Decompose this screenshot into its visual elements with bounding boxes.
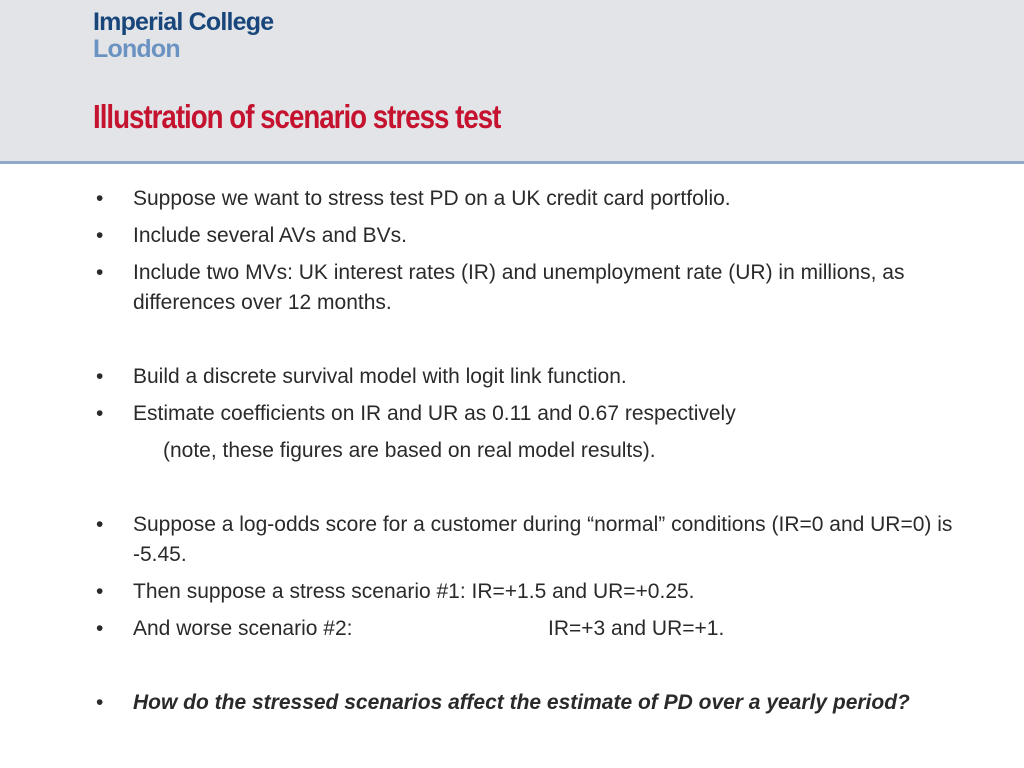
- scenario-2-label: And worse scenario #2:: [133, 617, 353, 640]
- bullet-marker: •: [96, 261, 104, 284]
- logo-line-imperial-college: Imperial College: [93, 8, 274, 36]
- bullet-marker: •: [96, 402, 104, 425]
- imperial-college-logo: [93, 10, 273, 62]
- question-bullet-item: How do the stressed scenarios affect the estimate of PD over a yearly period?: [133, 691, 910, 714]
- logo-line-london: London: [93, 35, 180, 63]
- bullet-item: Then suppose a stress scenario #1: IR=+1.5 and UR=+0.25.: [133, 580, 695, 603]
- note-text: (note, these figures are based on real model results).: [163, 439, 656, 462]
- bullet-item: Include two MVs: UK interest rates (IR) and unemployment rate (UR) in millions, as differences over 12 months.: [133, 261, 905, 314]
- bullet-item: Suppose a log-odds score for a customer during “normal” conditions (IR=0 and UR=0) is -5.45.: [133, 513, 953, 566]
- bullet-marker: •: [96, 617, 104, 640]
- bullet-item: Suppose we want to stress test PD on a UK credit card portfolio.: [133, 187, 731, 210]
- bullet-marker: •: [96, 187, 104, 210]
- slide-title: Illustration of scenario stress test: [93, 98, 501, 135]
- bullet-marker: •: [96, 691, 104, 714]
- bullet-marker: •: [96, 224, 104, 247]
- bullet-marker: •: [96, 580, 104, 603]
- bullet-item: Include several AVs and BVs.: [133, 224, 407, 247]
- bullet-item: Build a discrete survival model with logit link function.: [133, 365, 627, 388]
- bullet-marker: •: [96, 365, 104, 388]
- bullet-item-scenario-2: [133, 614, 963, 644]
- bullet-item: Estimate coefficients on IR and UR as 0.11 and 0.67 respectively: [133, 402, 736, 425]
- scenario-2-values: IR=+3 and UR=+1.: [548, 617, 725, 640]
- header-divider: [0, 161, 1024, 164]
- bullet-marker: •: [96, 513, 104, 536]
